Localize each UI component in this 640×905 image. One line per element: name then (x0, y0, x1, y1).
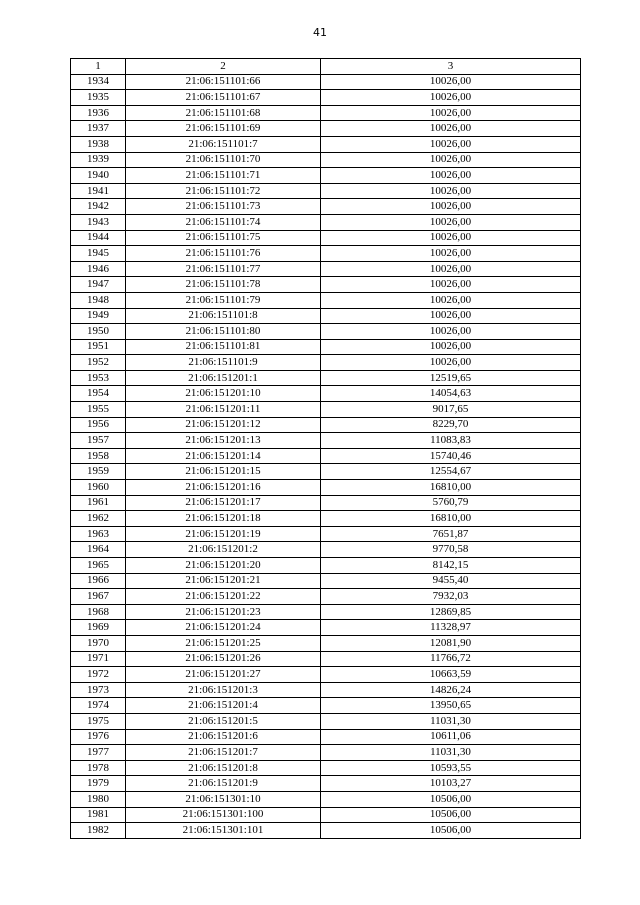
value-cell: 12554,67 (321, 464, 581, 480)
table-row (71, 480, 581, 496)
cadastral-number-cell: 21:06:151201:4 (126, 698, 321, 714)
row-number-cell: 1948 (71, 292, 126, 308)
row-number-cell: 1973 (71, 682, 126, 698)
cadastral-number-cell: 21:06:151101:71 (126, 168, 321, 184)
row-number-cell: 1968 (71, 604, 126, 620)
cadastral-number-cell: 21:06:151101:77 (126, 261, 321, 277)
cadastral-number-cell: 21:06:151201:9 (126, 776, 321, 792)
table-row (71, 776, 581, 792)
row-number-cell: 1957 (71, 433, 126, 449)
cadastral-number-cell: 21:06:151101:8 (126, 308, 321, 324)
row-number-cell: 1951 (71, 339, 126, 355)
value-cell: 11031,30 (321, 713, 581, 729)
row-number-cell: 1959 (71, 464, 126, 480)
cadastral-number-cell: 21:06:151301:10 (126, 791, 321, 807)
cadastral-number-cell: 21:06:151101:78 (126, 277, 321, 293)
table-body (71, 74, 581, 838)
row-number-cell: 1963 (71, 526, 126, 542)
cadastral-number-cell: 21:06:151201:5 (126, 713, 321, 729)
table-row (71, 183, 581, 199)
value-cell: 10593,55 (321, 760, 581, 776)
row-number-cell: 1942 (71, 199, 126, 215)
table-row (71, 105, 581, 121)
table-row (71, 136, 581, 152)
cadastral-number-cell: 21:06:151101:80 (126, 324, 321, 340)
row-number-cell: 1974 (71, 698, 126, 714)
cadastral-number-cell: 21:06:151201:12 (126, 417, 321, 433)
header-cell-number: 1 (71, 59, 126, 75)
value-cell: 7932,03 (321, 589, 581, 605)
row-number-cell: 1953 (71, 370, 126, 386)
cadastral-number-cell: 21:06:151201:27 (126, 667, 321, 683)
table-row (71, 370, 581, 386)
cadastral-number-cell: 21:06:151101:74 (126, 214, 321, 230)
row-number-cell: 1950 (71, 324, 126, 340)
table-row (71, 667, 581, 683)
cadastral-number-cell: 21:06:151201:14 (126, 448, 321, 464)
row-number-cell: 1977 (71, 745, 126, 761)
table-row (71, 90, 581, 106)
table-row (71, 542, 581, 558)
row-number-cell: 1961 (71, 495, 126, 511)
value-cell: 10026,00 (321, 136, 581, 152)
table-row (71, 745, 581, 761)
row-number-cell: 1964 (71, 542, 126, 558)
row-number-cell: 1956 (71, 417, 126, 433)
table-row (71, 261, 581, 277)
value-cell: 5760,79 (321, 495, 581, 511)
cadastral-number-cell: 21:06:151201:20 (126, 558, 321, 574)
value-cell: 12519,65 (321, 370, 581, 386)
value-cell: 10611,06 (321, 729, 581, 745)
cadastral-number-cell: 21:06:151101:7 (126, 136, 321, 152)
registry-table (70, 58, 581, 839)
table-row (71, 277, 581, 293)
table-row (71, 604, 581, 620)
table-row (71, 417, 581, 433)
table-row (71, 635, 581, 651)
value-cell: 8142,15 (321, 558, 581, 574)
table-row (71, 448, 581, 464)
row-number-cell: 1935 (71, 90, 126, 106)
table-row (71, 791, 581, 807)
cadastral-number-cell: 21:06:151101:79 (126, 292, 321, 308)
value-cell: 10026,00 (321, 277, 581, 293)
cadastral-number-cell: 21:06:151201:11 (126, 402, 321, 418)
value-cell: 14054,63 (321, 386, 581, 402)
row-number-cell: 1946 (71, 261, 126, 277)
value-cell: 10026,00 (321, 121, 581, 137)
table-row (71, 823, 581, 839)
cadastral-number-cell: 21:06:151101:9 (126, 355, 321, 371)
row-number-cell: 1934 (71, 74, 126, 90)
table-row (71, 121, 581, 137)
value-cell: 10026,00 (321, 324, 581, 340)
row-number-cell: 1955 (71, 402, 126, 418)
row-number-cell: 1978 (71, 760, 126, 776)
row-number-cell: 1967 (71, 589, 126, 605)
header-cell-cadastral: 2 (126, 59, 321, 75)
value-cell: 10506,00 (321, 807, 581, 823)
table-row (71, 214, 581, 230)
table-row (71, 168, 581, 184)
value-cell: 10026,00 (321, 152, 581, 168)
cadastral-number-cell: 21:06:151101:73 (126, 199, 321, 215)
table-row (71, 495, 581, 511)
cadastral-number-cell: 21:06:151201:18 (126, 511, 321, 527)
row-number-cell: 1976 (71, 729, 126, 745)
cadastral-number-cell: 21:06:151201:22 (126, 589, 321, 605)
row-number-cell: 1975 (71, 713, 126, 729)
cadastral-number-cell: 21:06:151101:75 (126, 230, 321, 246)
cadastral-number-cell: 21:06:151201:7 (126, 745, 321, 761)
page-number: 41 (313, 26, 327, 39)
value-cell: 10026,00 (321, 261, 581, 277)
cadastral-number-cell: 21:06:151201:17 (126, 495, 321, 511)
table-row (71, 558, 581, 574)
row-number-cell: 1936 (71, 105, 126, 121)
value-cell: 10506,00 (321, 791, 581, 807)
cadastral-number-cell: 21:06:151201:24 (126, 620, 321, 636)
table-row (71, 292, 581, 308)
cadastral-number-cell: 21:06:151101:67 (126, 90, 321, 106)
value-cell: 11766,72 (321, 651, 581, 667)
row-number-cell: 1938 (71, 136, 126, 152)
row-number-cell: 1945 (71, 246, 126, 262)
table-row (71, 230, 581, 246)
value-cell: 10026,00 (321, 292, 581, 308)
row-number-cell: 1954 (71, 386, 126, 402)
cadastral-number-cell: 21:06:151101:68 (126, 105, 321, 121)
value-cell: 10663,59 (321, 667, 581, 683)
value-cell: 12869,85 (321, 604, 581, 620)
value-cell: 10026,00 (321, 355, 581, 371)
cadastral-number-cell: 21:06:151201:21 (126, 573, 321, 589)
row-number-cell: 1971 (71, 651, 126, 667)
row-number-cell: 1982 (71, 823, 126, 839)
value-cell: 10026,00 (321, 308, 581, 324)
value-cell: 14826,24 (321, 682, 581, 698)
table-row (71, 589, 581, 605)
table-row (71, 713, 581, 729)
header-cell-value: 3 (321, 59, 581, 75)
row-number-cell: 1939 (71, 152, 126, 168)
cadastral-number-cell: 21:06:151101:72 (126, 183, 321, 199)
cadastral-number-cell: 21:06:151201:8 (126, 760, 321, 776)
value-cell: 10026,00 (321, 183, 581, 199)
row-number-cell: 1940 (71, 168, 126, 184)
cadastral-number-cell: 21:06:151101:76 (126, 246, 321, 262)
table-row (71, 807, 581, 823)
cadastral-number-cell: 21:06:151301:100 (126, 807, 321, 823)
value-cell: 10103,27 (321, 776, 581, 792)
cadastral-number-cell: 21:06:151201:2 (126, 542, 321, 558)
value-cell: 10026,00 (321, 90, 581, 106)
table-row (71, 526, 581, 542)
table-row (71, 308, 581, 324)
table-row (71, 573, 581, 589)
row-number-cell: 1947 (71, 277, 126, 293)
row-number-cell: 1944 (71, 230, 126, 246)
value-cell: 9770,58 (321, 542, 581, 558)
table-row (71, 246, 581, 262)
value-cell: 16810,00 (321, 480, 581, 496)
row-number-cell: 1965 (71, 558, 126, 574)
row-number-cell: 1949 (71, 308, 126, 324)
table-row (71, 760, 581, 776)
value-cell: 10026,00 (321, 105, 581, 121)
row-number-cell: 1980 (71, 791, 126, 807)
table-row (71, 729, 581, 745)
value-cell: 10026,00 (321, 214, 581, 230)
table-row (71, 698, 581, 714)
cadastral-number-cell: 21:06:151101:66 (126, 74, 321, 90)
cadastral-number-cell: 21:06:151101:81 (126, 339, 321, 355)
row-number-cell: 1981 (71, 807, 126, 823)
value-cell: 10026,00 (321, 246, 581, 262)
table-row (71, 620, 581, 636)
cadastral-number-cell: 21:06:151201:15 (126, 464, 321, 480)
cadastral-number-cell: 21:06:151301:101 (126, 823, 321, 839)
table-row (71, 386, 581, 402)
table-row (71, 651, 581, 667)
table-row (71, 339, 581, 355)
table-row (71, 682, 581, 698)
value-cell: 11083,83 (321, 433, 581, 449)
value-cell: 15740,46 (321, 448, 581, 464)
table-row (71, 433, 581, 449)
value-cell: 10026,00 (321, 168, 581, 184)
value-cell: 10506,00 (321, 823, 581, 839)
cadastral-number-cell: 21:06:151201:10 (126, 386, 321, 402)
cadastral-number-cell: 21:06:151201:16 (126, 480, 321, 496)
row-number-cell: 1941 (71, 183, 126, 199)
table-header-row (71, 59, 581, 75)
value-cell: 9017,65 (321, 402, 581, 418)
cadastral-number-cell: 21:06:151101:70 (126, 152, 321, 168)
value-cell: 16810,00 (321, 511, 581, 527)
value-cell: 13950,65 (321, 698, 581, 714)
table-row (71, 355, 581, 371)
value-cell: 11031,30 (321, 745, 581, 761)
table-row (71, 464, 581, 480)
table-row (71, 152, 581, 168)
cadastral-number-cell: 21:06:151201:19 (126, 526, 321, 542)
value-cell: 10026,00 (321, 230, 581, 246)
row-number-cell: 1960 (71, 480, 126, 496)
row-number-cell: 1958 (71, 448, 126, 464)
row-number-cell: 1962 (71, 511, 126, 527)
row-number-cell: 1970 (71, 635, 126, 651)
cadastral-number-cell: 21:06:151201:26 (126, 651, 321, 667)
row-number-cell: 1969 (71, 620, 126, 636)
value-cell: 9455,40 (321, 573, 581, 589)
value-cell: 8229,70 (321, 417, 581, 433)
cadastral-number-cell: 21:06:151101:69 (126, 121, 321, 137)
row-number-cell: 1952 (71, 355, 126, 371)
table-row (71, 402, 581, 418)
row-number-cell: 1966 (71, 573, 126, 589)
row-number-cell: 1972 (71, 667, 126, 683)
value-cell: 11328,97 (321, 620, 581, 636)
row-number-cell: 1979 (71, 776, 126, 792)
value-cell: 7651,87 (321, 526, 581, 542)
row-number-cell: 1943 (71, 214, 126, 230)
cadastral-number-cell: 21:06:151201:23 (126, 604, 321, 620)
table-row (71, 199, 581, 215)
row-number-cell: 1937 (71, 121, 126, 137)
value-cell: 10026,00 (321, 74, 581, 90)
value-cell: 10026,00 (321, 199, 581, 215)
cadastral-number-cell: 21:06:151201:13 (126, 433, 321, 449)
table-row (71, 74, 581, 90)
cadastral-number-cell: 21:06:151201:1 (126, 370, 321, 386)
table-row (71, 324, 581, 340)
table-row (71, 511, 581, 527)
value-cell: 12081,90 (321, 635, 581, 651)
cadastral-number-cell: 21:06:151201:6 (126, 729, 321, 745)
cadastral-number-cell: 21:06:151201:25 (126, 635, 321, 651)
cadastral-number-cell: 21:06:151201:3 (126, 682, 321, 698)
value-cell: 10026,00 (321, 339, 581, 355)
